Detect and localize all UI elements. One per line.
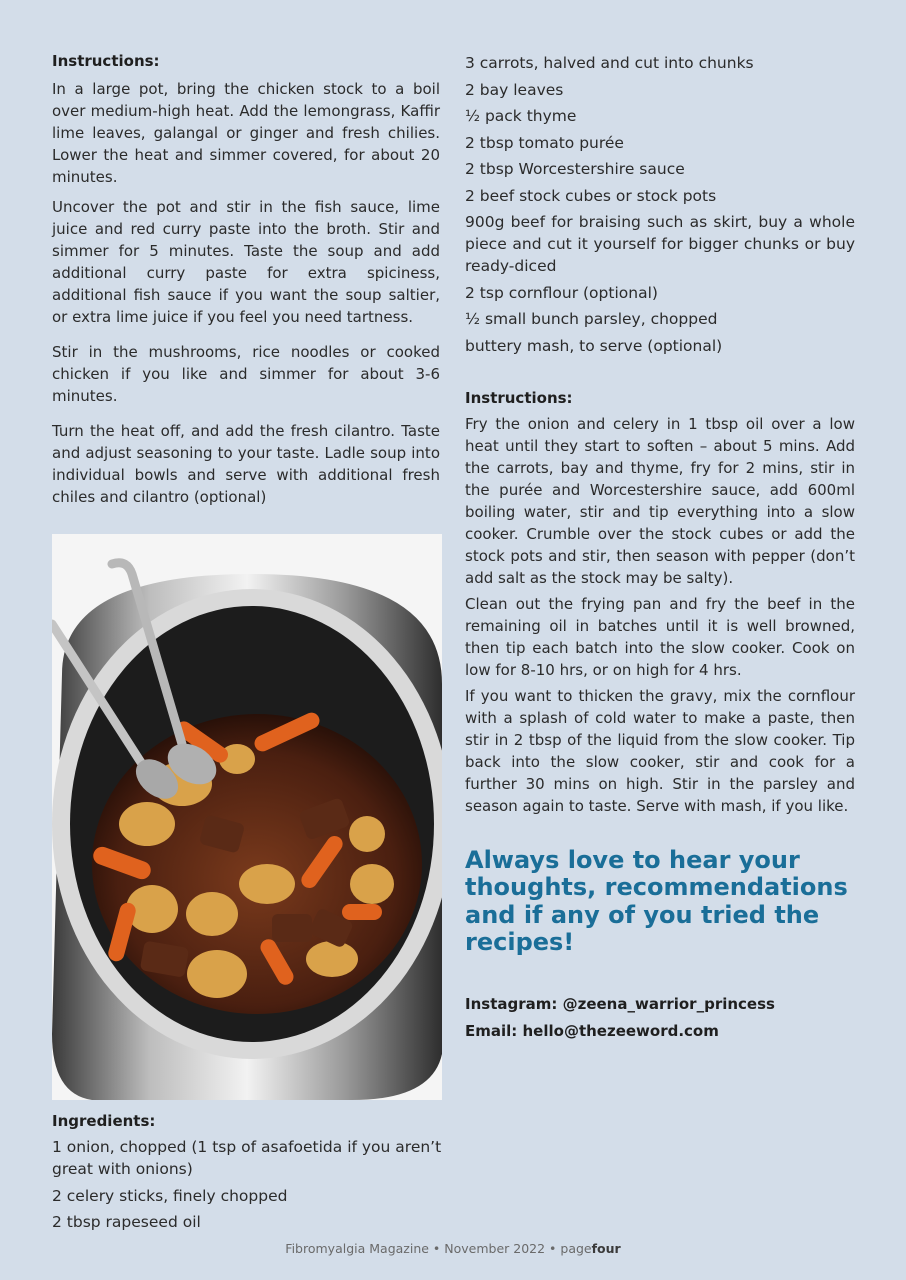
casserole-photo: [52, 534, 442, 1100]
ingredient-item: 2 bay leaves: [465, 80, 564, 99]
email-address[interactable]: Email: hello@thezeeword.com: [465, 1021, 719, 1040]
soup-step-1: In a large pot, bring the chicken stock to a boil over medium-high heat. Add the lemongrass, Kaffir lime leaves, galangal or ginger and fresh chilies. Lower the heat and simmer covered, for about 20 minutes.: [52, 80, 440, 186]
beef-step-3: If you want to thicken the gravy, mix the cornflour with a splash of cold water to make a paste, then stir in 2 tbsp of the liquid from the slow cooker. Tip back into the slow cooker, stir and cook for a further 30 mins on high. Stir in the parsley and season again to taste. Serve with mash, if you like.: [465, 686, 855, 815]
ingredient-item: 900g beef for braising such as skirt, buy a whole piece and cut it yourself for bigger chunks or buy ready-diced: [465, 213, 855, 275]
instagram-handle[interactable]: Instagram: @zeena_warrior_princess: [465, 994, 775, 1013]
soup-instructions-heading: Instructions:: [52, 52, 160, 70]
ingredient-item: 2 celery sticks, finely chopped: [52, 1186, 288, 1205]
call-to-action: Always love to hear your thoughts, recommendations and if any of you tried the recipes!: [465, 845, 848, 956]
ingredients-left: [52, 1112, 444, 1238]
ingredient-item: buttery mash, to serve (optional): [465, 336, 723, 355]
soup-step-2: Uncover the pot and stir in the fish sauce, lime juice and red curry paste into the broth. Stir and simmer for 5 minutes. Taste the soup and add additional curry paste for extra spiciness, additional fish sauce if you want the soup saltier, or extra lime juice if you feel you need tartness.: [52, 198, 440, 326]
right-column: [465, 52, 855, 1045]
ingredient-item: ½ pack thyme: [465, 107, 577, 125]
beef-step-1: Fry the onion and celery in 1 tbsp oil over a low heat until they start to soften – about 5 mins. Add the carrots, bay and thyme, fry for 2 mins, stir in the purée and Worcestershire sauce, add 600ml boiling water, stir and tip everything into a slow cooker. Crumble over the stock cubes or add the stock pots and stir, then season with pepper (don’t add salt as the stock may be salty).: [465, 414, 855, 587]
ingredient-item: 2 tbsp Worcestershire sauce: [465, 160, 685, 178]
ingredients-heading: Ingredients:: [52, 1112, 156, 1130]
ingredient-item: 2 tsp cornflour (optional): [465, 283, 658, 302]
footer-page-word: four: [591, 1241, 621, 1256]
ingredient-item: 1 onion, chopped (1 tsp of asafoetida if you aren’t great with onions): [52, 1138, 442, 1178]
soup-step-3: Stir in the mushrooms, rice noodles or cooked chicken if you like and simmer for about 3-6 minutes.: [52, 343, 440, 405]
soup-step-4: Turn the heat off, and add the fresh cilantro. Taste and adjust seasoning to your taste. Ladle soup into individual bowls and serve with additional fresh chiles and cilantro (optional): [52, 422, 440, 506]
left-column: [52, 52, 440, 588]
ingredient-item: 2 tbsp rapeseed oil: [52, 1213, 201, 1231]
ingredient-item: ½ small bunch parsley, chopped: [465, 310, 718, 328]
ingredient-item: 3 carrots, halved and cut into chunks: [465, 54, 754, 72]
ingredient-item: 2 tbsp tomato purée: [465, 133, 624, 152]
footer-publication: Fibromyalgia Magazine • November 2022 • page: [285, 1241, 592, 1256]
page-footer: [0, 1241, 906, 1256]
beef-step-2: Clean out the frying pan and fry the beef in the remaining oil in batches until it is well browned, then tip each batch into the slow cooker. Cook on low for 8-10 hrs, or on high for 4 hrs.: [465, 594, 855, 679]
beef-instructions-heading: Instructions:: [465, 388, 573, 407]
ingredient-item: 2 beef stock cubes or stock pots: [465, 186, 717, 205]
